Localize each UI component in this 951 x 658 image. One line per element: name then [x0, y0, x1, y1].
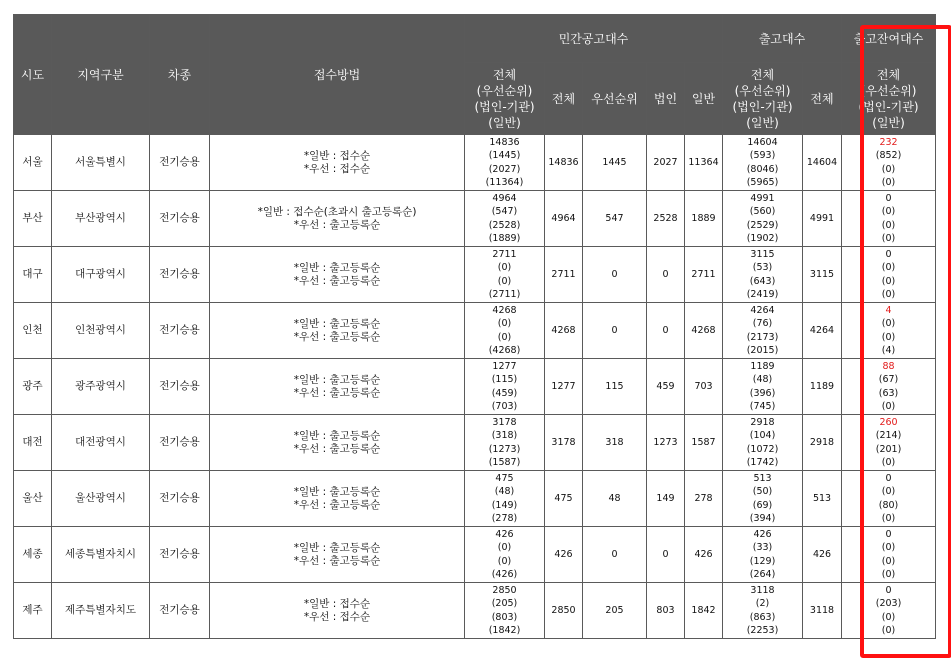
table-row: [14, 191, 936, 247]
table-row: [14, 415, 936, 471]
header-region: 지역구분: [52, 15, 150, 135]
header-vehicle-type: 차종: [150, 15, 210, 135]
vehicle-type-cell: 전기승용: [150, 471, 210, 527]
notice-corporate-cell: 2528: [647, 191, 685, 247]
header-notice-priority: 우선순위: [583, 63, 647, 135]
remaining-breakdown-cell: 0 (203) (0) (0): [842, 583, 936, 639]
subsidy-table-container: [13, 14, 936, 639]
method-general: *일반 : 출고등록순: [293, 485, 381, 498]
method-general: *일반 : 출고등록순: [293, 317, 381, 330]
notice-general-cell: 2711: [685, 247, 723, 303]
method-cell: [210, 471, 465, 527]
notice-corporate-cell: 0: [647, 303, 685, 359]
method-priority: *우선 : 출고등록순: [293, 442, 381, 455]
released-breakdown-cell: 3118 (2) (863) (2253): [723, 583, 803, 639]
region-cell: 광주광역시: [52, 359, 150, 415]
header-notice-total: 전체: [545, 63, 583, 135]
method-general: *일반 : 접수순(초과시 출고등록순): [257, 205, 417, 218]
region-cell: 부산광역시: [52, 191, 150, 247]
vehicle-type-cell: 전기승용: [150, 583, 210, 639]
notice-general-cell: 426: [685, 527, 723, 583]
released-breakdown-cell: 3115 (53) (643) (2419): [723, 247, 803, 303]
notice-corporate-cell: 803: [647, 583, 685, 639]
notice-breakdown-cell: 4268 (0) (0) (4268): [465, 303, 545, 359]
released-total-cell: 513: [803, 471, 842, 527]
remaining-breakdown-cell: 88 (67) (63) (0): [842, 359, 936, 415]
method-priority: *우선 : 접수순: [303, 162, 371, 175]
notice-corporate-cell: 1273: [647, 415, 685, 471]
notice-general-cell: 278: [685, 471, 723, 527]
notice-corporate-cell: 2027: [647, 135, 685, 191]
notice-total-cell: 4964: [545, 191, 583, 247]
notice-total-cell: 2850: [545, 583, 583, 639]
sido-cell: 인천: [14, 303, 52, 359]
notice-priority-cell: 1445: [583, 135, 647, 191]
header-private-notice: 민간공고대수: [465, 15, 723, 63]
table-row: [14, 359, 936, 415]
vehicle-type-cell: 전기승용: [150, 247, 210, 303]
region-cell: 대구광역시: [52, 247, 150, 303]
remaining-breakdown-cell: 0 (0) (0) (0): [842, 527, 936, 583]
remaining-breakdown-cell: 0 (0) (80) (0): [842, 471, 936, 527]
vehicle-type-cell: 전기승용: [150, 191, 210, 247]
header-released-total: 전체: [803, 63, 842, 135]
released-breakdown-cell: 426 (33) (129) (264): [723, 527, 803, 583]
method-general: *일반 : 출고등록순: [293, 541, 381, 554]
header-remaining-breakdown: 전체 (우선순위) (법인-기관) (일반): [842, 63, 936, 135]
table-row: [14, 527, 936, 583]
method-priority: *우선 : 접수순: [303, 610, 371, 623]
notice-total-cell: 4268: [545, 303, 583, 359]
notice-priority-cell: 205: [583, 583, 647, 639]
sido-cell: 광주: [14, 359, 52, 415]
notice-breakdown-cell: 426 (0) (0) (426): [465, 527, 545, 583]
method-cell: [210, 359, 465, 415]
region-cell: 인천광역시: [52, 303, 150, 359]
header-released-breakdown: 전체 (우선순위) (법인-기관) (일반): [723, 63, 803, 135]
notice-priority-cell: 318: [583, 415, 647, 471]
vehicle-type-cell: 전기승용: [150, 527, 210, 583]
header-notice-corporate: 법인: [647, 63, 685, 135]
released-total-cell: 3118: [803, 583, 842, 639]
method-cell: [210, 247, 465, 303]
released-breakdown-cell: 4264 (76) (2173) (2015): [723, 303, 803, 359]
notice-breakdown-cell: 2850 (205) (803) (1842): [465, 583, 545, 639]
region-cell: 세종특별자치시: [52, 527, 150, 583]
region-cell: 서울특별시: [52, 135, 150, 191]
method-general: *일반 : 접수순: [303, 149, 371, 162]
notice-breakdown-cell: 4964 (547) (2528) (1889): [465, 191, 545, 247]
notice-corporate-cell: 0: [647, 527, 685, 583]
notice-priority-cell: 547: [583, 191, 647, 247]
notice-corporate-cell: 459: [647, 359, 685, 415]
notice-general-cell: 11364: [685, 135, 723, 191]
released-breakdown-cell: 14604 (593) (8046) (5965): [723, 135, 803, 191]
table-body: [14, 135, 936, 639]
sido-cell: 세종: [14, 527, 52, 583]
notice-priority-cell: 48: [583, 471, 647, 527]
method-cell: [210, 303, 465, 359]
method-cell: [210, 135, 465, 191]
notice-priority-cell: 0: [583, 247, 647, 303]
method-priority: *우선 : 출고등록순: [293, 498, 381, 511]
header-method: 접수방법: [210, 15, 465, 135]
remaining-breakdown-cell: 0 (0) (0) (0): [842, 191, 936, 247]
notice-breakdown-cell: 475 (48) (149) (278): [465, 471, 545, 527]
method-cell: [210, 583, 465, 639]
vehicle-type-cell: 전기승용: [150, 415, 210, 471]
method-priority: *우선 : 출고등록순: [293, 554, 381, 567]
table-row: [14, 303, 936, 359]
region-cell: 대전광역시: [52, 415, 150, 471]
notice-priority-cell: 0: [583, 303, 647, 359]
method-priority: *우선 : 출고등록순: [293, 330, 381, 343]
region-cell: 제주특별자치도: [52, 583, 150, 639]
method-cell: [210, 415, 465, 471]
notice-corporate-cell: 149: [647, 471, 685, 527]
notice-general-cell: 4268: [685, 303, 723, 359]
method-priority: *우선 : 출고등록순: [293, 386, 381, 399]
notice-breakdown-cell: 14836 (1445) (2027) (11364): [465, 135, 545, 191]
notice-total-cell: 2711: [545, 247, 583, 303]
released-total-cell: 3115: [803, 247, 842, 303]
notice-corporate-cell: 0: [647, 247, 685, 303]
sido-cell: 대구: [14, 247, 52, 303]
method-priority: *우선 : 출고등록순: [293, 218, 381, 231]
notice-total-cell: 14836: [545, 135, 583, 191]
method-general: *일반 : 출고등록순: [293, 261, 381, 274]
released-breakdown-cell: 4991 (560) (2529) (1902): [723, 191, 803, 247]
table-row: [14, 583, 936, 639]
notice-priority-cell: 0: [583, 527, 647, 583]
remaining-breakdown-cell: 4 (0) (0) (4): [842, 303, 936, 359]
notice-general-cell: 1587: [685, 415, 723, 471]
method-cell: [210, 527, 465, 583]
notice-total-cell: 426: [545, 527, 583, 583]
sido-cell: 부산: [14, 191, 52, 247]
sido-cell: 서울: [14, 135, 52, 191]
remaining-breakdown-cell: 260 (214) (201) (0): [842, 415, 936, 471]
notice-breakdown-cell: 1277 (115) (459) (703): [465, 359, 545, 415]
notice-breakdown-cell: 3178 (318) (1273) (1587): [465, 415, 545, 471]
released-total-cell: 1189: [803, 359, 842, 415]
notice-total-cell: 1277: [545, 359, 583, 415]
method-general: *일반 : 접수순: [303, 597, 371, 610]
sido-cell: 제주: [14, 583, 52, 639]
notice-general-cell: 1889: [685, 191, 723, 247]
notice-general-cell: 703: [685, 359, 723, 415]
sido-cell: 대전: [14, 415, 52, 471]
notice-priority-cell: 115: [583, 359, 647, 415]
header-remaining: 출고잔여대수: [842, 15, 936, 63]
header-released: 출고대수: [723, 15, 842, 63]
released-breakdown-cell: 2918 (104) (1072) (1742): [723, 415, 803, 471]
region-cell: 울산광역시: [52, 471, 150, 527]
released-total-cell: 14604: [803, 135, 842, 191]
ev-subsidy-table: [13, 14, 936, 639]
method-general: *일반 : 출고등록순: [293, 373, 381, 386]
notice-total-cell: 3178: [545, 415, 583, 471]
released-breakdown-cell: 1189 (48) (396) (745): [723, 359, 803, 415]
vehicle-type-cell: 전기승용: [150, 303, 210, 359]
table-row: [14, 247, 936, 303]
remaining-breakdown-cell: 232 (852) (0) (0): [842, 135, 936, 191]
header-notice-breakdown: 전체 (우선순위) (법인-기관) (일반): [465, 63, 545, 135]
released-total-cell: 4991: [803, 191, 842, 247]
released-total-cell: 426: [803, 527, 842, 583]
released-breakdown-cell: 513 (50) (69) (394): [723, 471, 803, 527]
notice-total-cell: 475: [545, 471, 583, 527]
vehicle-type-cell: 전기승용: [150, 135, 210, 191]
remaining-breakdown-cell: 0 (0) (0) (0): [842, 247, 936, 303]
table-row: [14, 135, 936, 191]
table-row: [14, 471, 936, 527]
notice-general-cell: 1842: [685, 583, 723, 639]
vehicle-type-cell: 전기승용: [150, 359, 210, 415]
notice-breakdown-cell: 2711 (0) (0) (2711): [465, 247, 545, 303]
header-sido: 시도: [14, 15, 52, 135]
released-total-cell: 2918: [803, 415, 842, 471]
released-total-cell: 4264: [803, 303, 842, 359]
header-notice-general: 일반: [685, 63, 723, 135]
method-cell: [210, 191, 465, 247]
method-priority: *우선 : 출고등록순: [293, 274, 381, 287]
method-general: *일반 : 출고등록순: [293, 429, 381, 442]
sido-cell: 울산: [14, 471, 52, 527]
